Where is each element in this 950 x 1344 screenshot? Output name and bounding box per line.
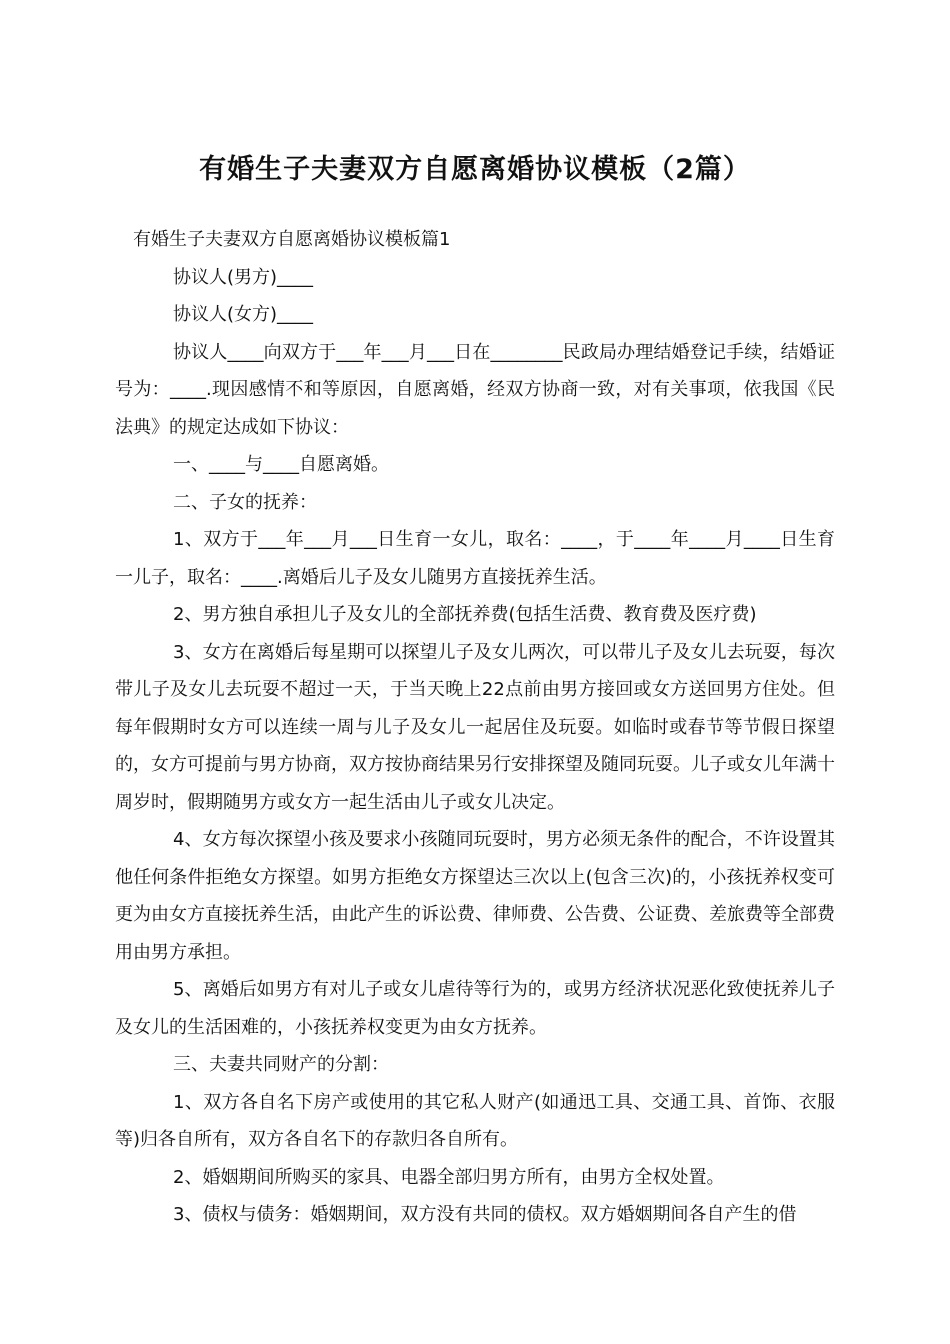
paragraph-clause-2-item-2: 2、男方独自承担儿子及女儿的全部抚养费(包括生活费、教育费及医疗费) — [173, 604, 757, 625]
paragraph-clause-2-item-4: 4、女方每次探望小孩及要求小孩随同玩耍时，男方必须无条件的配合，不许设置其他任何条件拒绝女方探望。如男方拒绝女方探望达三次以上(包含三次)的，小孩抚养权变可更为由女方直接抚养生活，由此产生的诉讼费、律师费、公告费、公证费、差旅费等全部费用由男方承担。 — [115, 829, 835, 963]
paragraph-party-male: 协议人(男方)____ — [173, 266, 314, 288]
paragraph-clause-2-item-5: 5、离婚后如男方有对儿子或女儿虐待等行为的，或男方经济状况恶化致使抚养儿子及女儿的生活困难的，小孩抚养权变更为由女方抚养。 — [115, 979, 835, 1038]
document-body — [115, 221, 835, 1234]
paragraph-clause-2-item-3: 3、女方在离婚后每星期可以探望儿子及女儿两次，可以带儿子及女儿去玩耍，每次带儿子及女儿去玩耍不超过一天，于当天晚上22点前由男方接回或女方送回男方住处。但每年假期时女方可以连续一周与儿子及女儿一起居住及玩耍。如临时或春节等节假日探望的，女方可提前与男方协商，双方按协商结果另行安排探望及随同玩耍。儿子或女儿年满十周岁时，假期随男方或女方一起生活由儿子或女儿决定。 — [115, 641, 835, 813]
paragraph-clause-2-heading: 二、子女的抚养： — [173, 491, 317, 513]
paragraph-clause-3-item-3: 3、债权与债务：婚姻期间，双方没有共同的债权。双方婚姻期间各自产生的借 — [173, 1204, 797, 1225]
paragraph-clause-3-item-2: 2、婚姻期间所购买的家具、电器全部归男方所有，由男方全权处置。 — [173, 1166, 725, 1188]
paragraph-clause-3-heading: 三、夫妻共同财产的分割： — [173, 1054, 389, 1075]
section-heading: 有婚生子夫妻双方自愿离婚协议模板篇1 — [133, 229, 451, 250]
paragraph-party-female: 协议人(女方)____ — [173, 304, 314, 325]
paragraph-clause-3-item-1: 1、双方各自名下房产或使用的其它私人财产(如通迅工具、交通工具、首饰、衣服等)归各自所有，双方各自名下的存款归各自所有。 — [115, 1091, 835, 1150]
paragraph-preamble: 协议人____向双方于___年___月___日在________民政局办理结婚登记手续，结婚证号为：____.现因感情不和等原因，自愿离婚，经双方协商一致，对有关事项，依我国《民法典》的规定达成如下协议： — [115, 341, 835, 438]
paragraph-clause-2-item-1: 1、双方于___年___月___日生育一女儿，取名：____，于____年____月____日生育一儿子，取名：____.离婚后儿子及女儿随男方直接抚养生活。 — [115, 529, 835, 588]
paragraph-clause-1: 一、____与____自愿离婚。 — [173, 454, 389, 475]
document-title: 有婚生子夫妻双方自愿离婚协议模板（2篇） — [199, 154, 751, 186]
